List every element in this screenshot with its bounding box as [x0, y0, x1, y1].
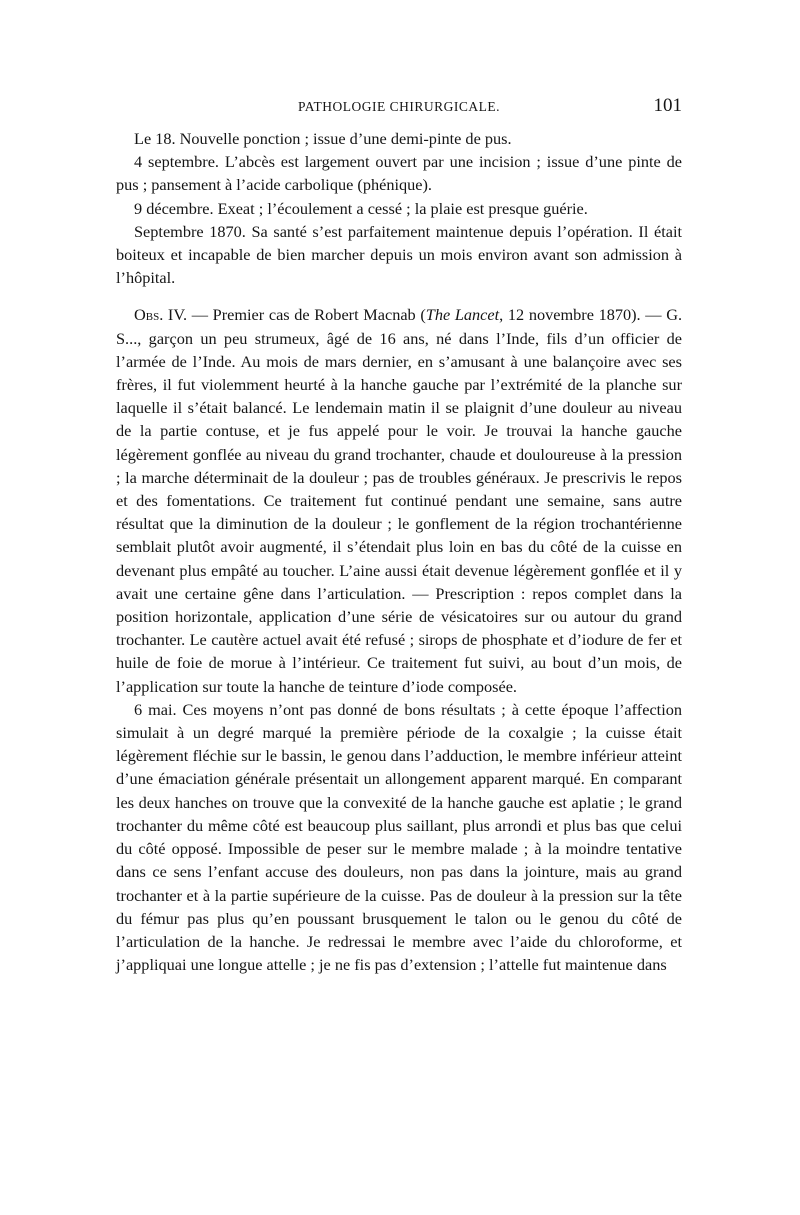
- paragraph-9-decembre: 9 décembre. Exeat ; l’écoulement a cessé ; la plaie est presque guérie.: [134, 198, 588, 218]
- journal-title: The Lancet: [425, 305, 500, 325]
- paragraph-gap: [116, 289, 682, 303]
- paragraph-septembre-1870: Septembre 1870. Sa santé s’est parfaitement maintenue depuis l’opération. Il était boiteux et incapable de bien marcher depuis un mois environ avant son admission à l’hôpital.: [116, 221, 682, 288]
- observation-paragraph: [116, 303, 682, 697]
- observation-intro: Premier cas de Robert Macnab (: [212, 305, 426, 325]
- paragraph-ponction: Le 18. Nouvelle ponction ; issue d’une demi-pinte de pus.: [134, 129, 512, 148]
- running-header: [116, 95, 682, 123]
- observation-label: Obs. IV.: [134, 305, 188, 325]
- running-title: PATHOLOGIE CHIRURGICALE.: [297, 99, 500, 114]
- page-number: 101: [653, 95, 682, 116]
- observation-dash: —: [187, 305, 213, 325]
- body-text: [116, 127, 682, 976]
- paragraph-4-septembre: 4 septembre. L’abcès est largement ouvert par une incision ; issue d’une pinte de pus ; pansement à l’acide carbolique (phénique).: [116, 152, 682, 195]
- observation-text: G. S..., garçon un peu strumeux, âgé de 16 ans, né dans l’Inde, fils d’un officier de l’armée de l’Inde. Au mois de mars dernier, en s’amusant à une balançoire avec ses frères, il fut violemment heurté à la hanche gauche par l’extrémité de la planche sur laquelle il s’était balancé. Le lendemain matin il se plaignit d’une douleur au niveau de la partie contuse, et je fus appelé pour le voir. Je trouvai la hanche gauche légèrement gonflée au niveau du grand trochanter, chaude et douloureuse à la pression ; la marche déterminait de la douleur ; pas de troubles généraux. Je prescrivis le repos et des fomentations. Ce traitement fut continué pendant une semaine, sans autre résultat que la diminution de la douleur ; le gonflement de la région trochantérienne semblait plutôt avoir augmenté, il s’étendait plus loin en bas du côté de la cuisse en devenant plus empâté au toucher. L’aine aussi était devenue légèrement gonflée et il y avait une certaine gêne dans l’articulation. — Prescription : repos complet dans la position horizontale, application d’une série de vésicatoires sur ou autour du grand trochanter. Le cautère actuel avait été refusé ; sirops de phosphate et d’iodure de fer et huile de foie de morue à l’intérieur. Ce traitement fut suivi, au bout d’un mois, de l’application sur toute la hanche de teinture d’iode composée.: [116, 305, 683, 696]
- observation-date: , 12 novembre 1870). —: [499, 305, 667, 325]
- observation-continuation: 6 mai. Ces moyens n’ont pas donné de bons résultats ; à cette époque l’affection simulait à un degré marqué la première période de la coxalgie ; la cuisse était légèrement fléchie sur le bassin, le genou dans l’adduction, le membre inférieur atteint d’une émaciation générale présentait un allongement apparent marqué. En comparant les deux hanches on trouve que la convexité de la hanche gauche est aplatie ; le grand trochanter du même côté est beaucoup plus saillant, plus arrondi et plus bas que celui du côté opposé. Impossible de peser sur le membre malade ; à la moindre tentative dans ce sens l’enfant accuse des douleurs, non pas dans la jointure, mais au grand trochanter et à la partie supérieure de la cuisse. Pas de douleur à la pression sur la tête du fémur pas plus qu’en poussant brusquement le talon ou le genou du côté de l’articulation de la hanche. Je redressai le membre avec l’aide du chloroforme, et j’appliquai une longue attelle ; je ne fis pas d’extension ; l’attelle fut maintenue dans: [116, 699, 682, 975]
